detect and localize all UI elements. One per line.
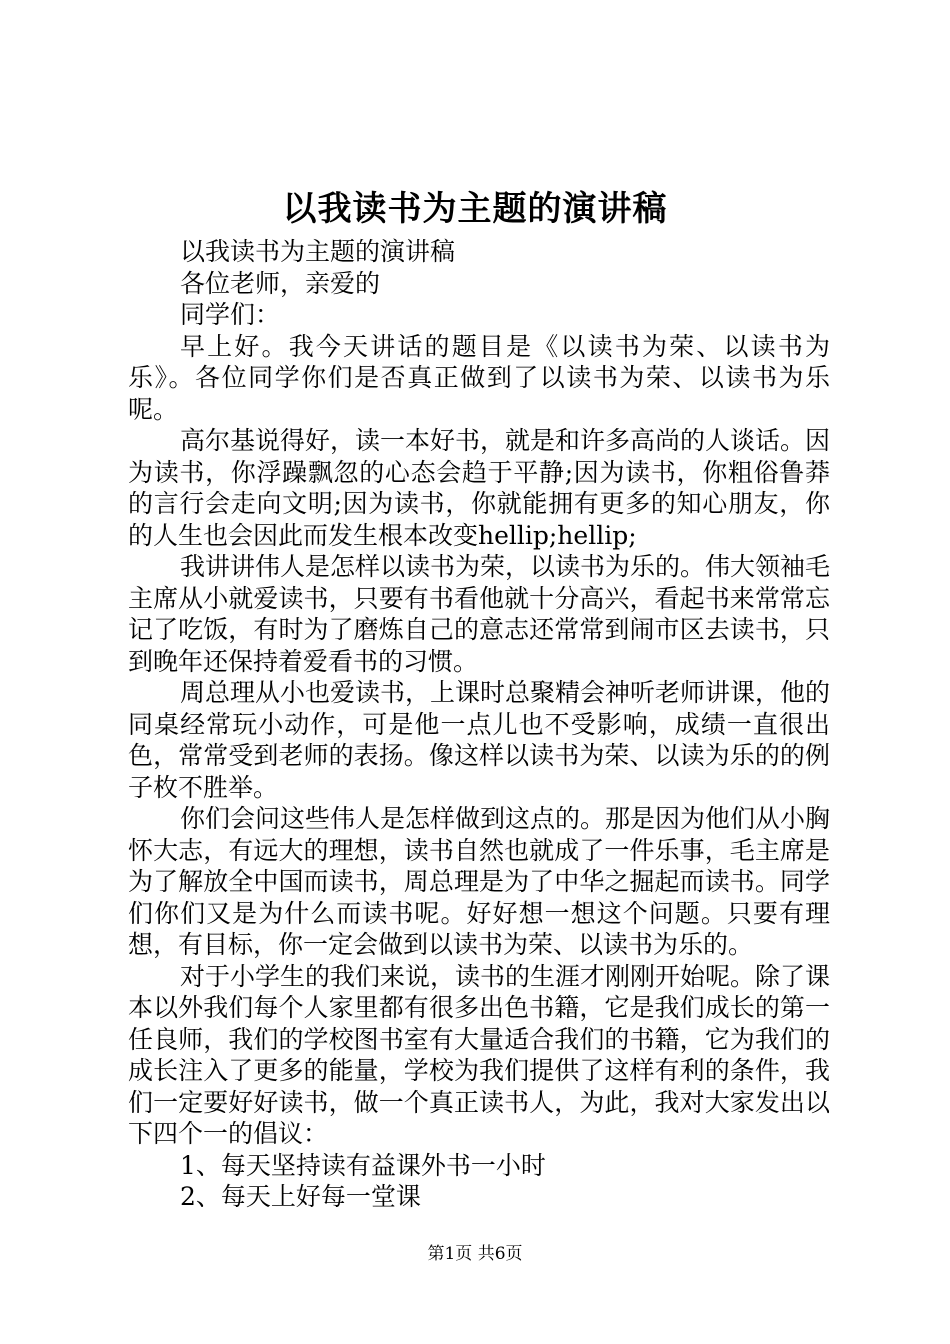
document-title: 以我读书为主题的演讲稿 bbox=[282, 189, 668, 229]
page-footer: 第1页 共6页 bbox=[427, 1244, 523, 1264]
list-item-1: 1、每天坚持读有益课外书一小时 bbox=[180, 1150, 546, 1180]
paragraph-salutation: 各位老师，亲爱的 bbox=[180, 268, 381, 298]
paragraph-students: 对于小学生的我们来说，读书的生涯才刚刚开始呢。除了课本以外我们每个人家里都有很多出色书籍，它是我们成长的第一任良师，我们的学校图书室有大量适合我们的书籍，它为我们的成长注入了更多的能量，学校为我们提供了这样有利的条件，我们一定要好好读书，做一个真正读书人，为此，我对大家发出以下四个一的倡议： bbox=[128, 961, 831, 1148]
paragraph-salutation-cont: 同学们： bbox=[180, 300, 281, 329]
paragraph-premier-zhou: 周总理从小也爱读书，上课时总聚精会神听老师讲课，他的同桌经常玩小动作，可是他一点儿也不受影响，成绩一直很出色，常常受到老师的表扬。像这样以读书为荣、以读为乐的的例子枚不胜举。 bbox=[128, 678, 831, 802]
list-item-2: 2、每天上好每一堂课 bbox=[180, 1182, 421, 1211]
document-body bbox=[128, 236, 830, 1213]
paragraph-greeting: 早上好。我今天讲话的题目是《以读书为荣、以读书为乐》。各位同学你们是否真正做到了以读书为荣、以读书为乐呢。 bbox=[128, 331, 830, 424]
paragraph-chairman-mao: 我讲讲伟人是怎样以读书为荣，以读书为乐的。伟大领袖毛主席从小就爱读书，只要有书看他就十分高兴，看起书来常常忘记了吃饭，有时为了磨炼自己的意志还常常到闹市区去读书，只到晚年还保持着爱看书的习惯。 bbox=[128, 552, 831, 676]
paragraph-heading-repeat: 以我读书为主题的演讲稿 bbox=[180, 237, 456, 266]
paragraph-ideals: 你们会问这些伟人是怎样做到这点的。那是因为他们从小胸怀大志，有远大的理想，读书自然也就成了一件乐事，毛主席是为了解放全中国而读书，周总理是为了中华之掘起而读书。同学们你们又是为什么而读书呢。好好想一想这个问题。只要有理想，有目标，你一定会做到以读书为荣、以读书为乐的。 bbox=[128, 804, 831, 959]
paragraph-gorky: 高尔基说得好，读一本好书，就是和许多高尚的人谈话。因为读书，你浮躁飘忽的心态会趋于平静;因为读书，你粗俗鲁莽的言行会走向文明;因为读书，你就能拥有更多的知心朋友，你的人生也会因此而发生根本改变hellip;hellip; bbox=[128, 426, 831, 550]
